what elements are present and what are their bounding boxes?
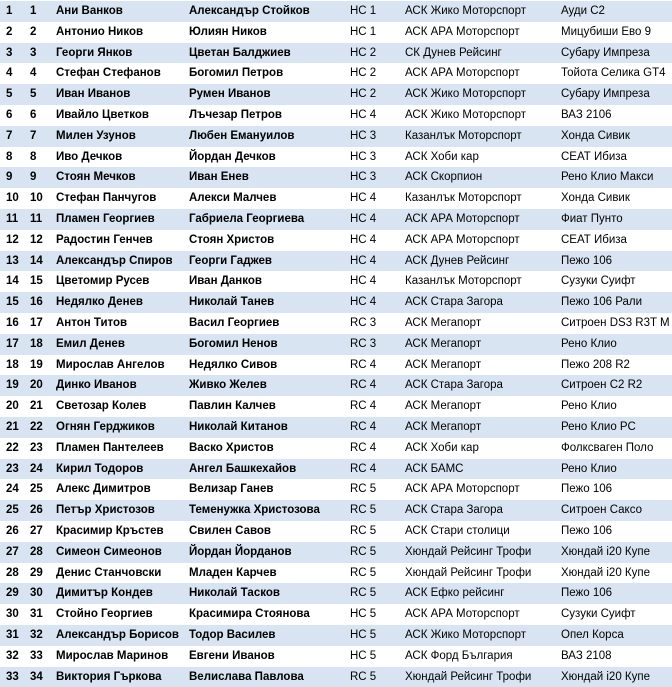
start-number-cell: 18 (30, 334, 50, 355)
driver-cell: Стойно Георгиев (56, 604, 186, 625)
position-cell: 24 (6, 479, 24, 500)
team-cell: АСК Мегапорт (405, 417, 560, 438)
position-cell: 11 (6, 209, 24, 230)
position-cell: 22 (6, 438, 24, 459)
navigator-cell: Иван Енев (189, 167, 349, 188)
class-cell: RC 5 (350, 542, 402, 563)
table-row (0, 22, 672, 43)
start-number-cell: 15 (30, 271, 50, 292)
start-number-cell: 19 (30, 355, 50, 376)
class-cell: НС 4 (350, 271, 402, 292)
navigator-cell: Юлиян Ников (189, 22, 349, 43)
team-cell: СК Дунев Рейсинг (405, 43, 560, 64)
driver-cell: Алекс Димитров (56, 479, 186, 500)
navigator-cell: Младен Карчев (189, 563, 349, 584)
class-cell: RC 4 (350, 438, 402, 459)
class-cell: НС 3 (350, 126, 402, 147)
position-cell: 21 (6, 417, 24, 438)
navigator-cell: Йордан Йорданов (189, 542, 349, 563)
car-cell: Мицубиши Ево 9 (561, 22, 672, 43)
position-cell: 19 (6, 375, 24, 396)
navigator-cell: Васко Христов (189, 438, 349, 459)
car-cell: СЕАТ Ибиза (561, 230, 672, 251)
driver-cell: Цветомир Русев (56, 271, 186, 292)
position-cell: 15 (6, 292, 24, 313)
navigator-cell: Богомил Ненов (189, 334, 349, 355)
start-number-cell: 6 (30, 105, 50, 126)
team-cell: АСК Ефко рейсинг (405, 583, 560, 604)
position-cell: 33 (6, 667, 24, 687)
navigator-cell: Красимира Стоянова (189, 604, 349, 625)
position-cell: 17 (6, 334, 24, 355)
team-cell: АСК АРА Моторспорт (405, 604, 560, 625)
class-cell: RC 4 (350, 459, 402, 480)
driver-cell: Стефан Панчугов (56, 188, 186, 209)
class-cell: НС 5 (350, 625, 402, 646)
car-cell: ВАЗ 2106 (561, 105, 672, 126)
driver-cell: Александър Борисов (56, 625, 186, 646)
driver-cell: Иво Дечков (56, 147, 186, 168)
team-cell: АСК Стари столици (405, 521, 560, 542)
table-row (0, 313, 672, 334)
team-cell: АСК Жико Моторспорт (405, 84, 560, 105)
table-row (0, 188, 672, 209)
driver-cell: Милен Узунов (56, 126, 186, 147)
navigator-cell: Павлин Калчев (189, 396, 349, 417)
car-cell: Рено Клио (561, 459, 672, 480)
table-row (0, 84, 672, 105)
table-row (0, 542, 672, 563)
table-row (0, 438, 672, 459)
driver-cell: Петър Христозов (56, 500, 186, 521)
team-cell: АСК АРА Моторспорт (405, 63, 560, 84)
driver-cell: Иван Иванов (56, 84, 186, 105)
position-cell: 30 (6, 604, 24, 625)
navigator-cell: Александър Стойков (189, 1, 349, 22)
position-cell: 31 (6, 625, 24, 646)
team-cell: АСК АРА Моторспорт (405, 230, 560, 251)
start-number-cell: 29 (30, 563, 50, 584)
class-cell: RC 5 (350, 583, 402, 604)
position-cell: 14 (6, 271, 24, 292)
navigator-cell: Николай Танев (189, 292, 349, 313)
position-cell: 1 (6, 1, 24, 22)
table-row (0, 625, 672, 646)
car-cell: Пежо 208 R2 (561, 355, 672, 376)
class-cell: НС 4 (350, 251, 402, 272)
car-cell: Пежо 106 (561, 583, 672, 604)
table-row (0, 417, 672, 438)
navigator-cell: Лъчезар Петров (189, 105, 349, 126)
table-row (0, 604, 672, 625)
navigator-cell: Евгени Иванов (189, 646, 349, 667)
table-row (0, 396, 672, 417)
class-cell: НС 4 (350, 292, 402, 313)
navigator-cell: Георги Гаджев (189, 251, 349, 272)
car-cell: Сузуки Суифт (561, 604, 672, 625)
driver-cell: Денис Станчовски (56, 563, 186, 584)
team-cell: АСК Мегапорт (405, 313, 560, 334)
car-cell: Субару Импреза (561, 84, 672, 105)
class-cell: RC 5 (350, 500, 402, 521)
start-number-cell: 9 (30, 167, 50, 188)
car-cell: Опел Корса (561, 625, 672, 646)
car-cell: Фиат Пунто (561, 209, 672, 230)
team-cell: АСК Стара Загора (405, 375, 560, 396)
table-row (0, 355, 672, 376)
position-cell: 7 (6, 126, 24, 147)
class-cell: НС 1 (350, 1, 402, 22)
car-cell: Тойота Селика GT4 (561, 63, 672, 84)
start-number-cell: 20 (30, 375, 50, 396)
table-row (0, 251, 672, 272)
team-cell: АСК Хоби кар (405, 147, 560, 168)
class-cell: НС 2 (350, 84, 402, 105)
class-cell: НС 5 (350, 604, 402, 625)
class-cell: НС 4 (350, 105, 402, 126)
table-row (0, 105, 672, 126)
team-cell: АСК Мегапорт (405, 396, 560, 417)
table-row (0, 271, 672, 292)
position-cell: 23 (6, 459, 24, 480)
driver-cell: Пламен Пантелеев (56, 438, 186, 459)
car-cell: Пежо 106 (561, 479, 672, 500)
car-cell: Пежо 106 (561, 251, 672, 272)
car-cell: Ситроен DS3 R3T M (561, 313, 672, 334)
class-cell: НС 2 (350, 63, 402, 84)
navigator-cell: Габриела Георгиева (189, 209, 349, 230)
table-row (0, 459, 672, 480)
class-cell: НС 1 (350, 22, 402, 43)
class-cell: НС 3 (350, 167, 402, 188)
position-cell: 16 (6, 313, 24, 334)
table-row (0, 43, 672, 64)
position-cell: 18 (6, 355, 24, 376)
table-row (0, 209, 672, 230)
start-number-cell: 23 (30, 438, 50, 459)
class-cell: RC 4 (350, 375, 402, 396)
position-cell: 10 (6, 188, 24, 209)
team-cell: АСК АРА Моторспорт (405, 209, 560, 230)
position-cell: 2 (6, 22, 24, 43)
class-cell: RC 5 (350, 563, 402, 584)
navigator-cell: Васил Георгиев (189, 313, 349, 334)
position-cell: 29 (6, 583, 24, 604)
start-number-cell: 33 (30, 646, 50, 667)
position-cell: 6 (6, 105, 24, 126)
navigator-cell: Алекси Малчев (189, 188, 349, 209)
start-number-cell: 34 (30, 667, 50, 687)
class-cell: НС 4 (350, 209, 402, 230)
navigator-cell: Теменужка Христозова (189, 500, 349, 521)
start-number-cell: 4 (30, 63, 50, 84)
table-row (0, 147, 672, 168)
car-cell: Ситроен Саксо (561, 500, 672, 521)
class-cell: RC 4 (350, 396, 402, 417)
navigator-cell: Велислава Павлова (189, 667, 349, 687)
driver-cell: Красимир Кръстев (56, 521, 186, 542)
table-row (0, 583, 672, 604)
car-cell: Ауди С2 (561, 1, 672, 22)
team-cell: Казанлък Моторспорт (405, 271, 560, 292)
start-number-cell: 12 (30, 230, 50, 251)
car-cell: Хонда Сивик (561, 188, 672, 209)
position-cell: 8 (6, 147, 24, 168)
table-row (0, 334, 672, 355)
start-number-cell: 32 (30, 625, 50, 646)
car-cell: Фолксваген Поло (561, 438, 672, 459)
car-cell: Хюндай i20 Купе (561, 542, 672, 563)
driver-cell: Светозар Колев (56, 396, 186, 417)
car-cell: ВАЗ 2108 (561, 646, 672, 667)
navigator-cell: Свилен Савов (189, 521, 349, 542)
car-cell: Рено Клио РС (561, 417, 672, 438)
position-cell: 26 (6, 521, 24, 542)
table-row (0, 500, 672, 521)
driver-cell: Радостин Генчев (56, 230, 186, 251)
table-row (0, 479, 672, 500)
start-number-cell: 22 (30, 417, 50, 438)
entry-list-table (0, 1, 672, 687)
team-cell: Казанлък Моторспорт (405, 188, 560, 209)
start-number-cell: 10 (30, 188, 50, 209)
navigator-cell: Николай Китанов (189, 417, 349, 438)
navigator-cell: Румен Иванов (189, 84, 349, 105)
navigator-cell: Иван Данков (189, 271, 349, 292)
class-cell: НС 3 (350, 147, 402, 168)
position-cell: 4 (6, 63, 24, 84)
table-row (0, 1, 672, 22)
position-cell: 27 (6, 542, 24, 563)
start-number-cell: 28 (30, 542, 50, 563)
class-cell: RC 5 (350, 521, 402, 542)
start-number-cell: 21 (30, 396, 50, 417)
table-row (0, 646, 672, 667)
navigator-cell: Велизар Ганев (189, 479, 349, 500)
car-cell: Сузуки Суифт (561, 271, 672, 292)
driver-cell: Димитър Кондев (56, 583, 186, 604)
driver-cell: Недялко Денев (56, 292, 186, 313)
driver-cell: Виктория Гъркова (56, 667, 186, 687)
table-row (0, 230, 672, 251)
position-cell: 25 (6, 500, 24, 521)
team-cell: АСК Жико Моторспорт (405, 1, 560, 22)
start-number-cell: 11 (30, 209, 50, 230)
table-row (0, 167, 672, 188)
driver-cell: Георги Янков (56, 43, 186, 64)
navigator-cell: Стоян Христов (189, 230, 349, 251)
car-cell: Субару Импреза (561, 43, 672, 64)
car-cell: Рено Клио (561, 334, 672, 355)
team-cell: АСК Стара Загора (405, 292, 560, 313)
team-cell: АСК Мегапорт (405, 334, 560, 355)
driver-cell: Пламен Георгиев (56, 209, 186, 230)
navigator-cell: Тодор Василев (189, 625, 349, 646)
navigator-cell: Любен Емануилов (189, 126, 349, 147)
table-row (0, 563, 672, 584)
car-cell: Хонда Сивик (561, 126, 672, 147)
driver-cell: Ани Ванков (56, 1, 186, 22)
start-number-cell: 8 (30, 147, 50, 168)
position-cell: 5 (6, 84, 24, 105)
position-cell: 32 (6, 646, 24, 667)
car-cell: Рено Клио Макси (561, 167, 672, 188)
driver-cell: Стоян Мечков (56, 167, 186, 188)
start-number-cell: 31 (30, 604, 50, 625)
team-cell: Хюндай Рейсинг Трофи (405, 542, 560, 563)
table-row (0, 126, 672, 147)
start-number-cell: 27 (30, 521, 50, 542)
position-cell: 20 (6, 396, 24, 417)
team-cell: АСК АРА Моторспорт (405, 479, 560, 500)
start-number-cell: 14 (30, 251, 50, 272)
car-cell: Пежо 106 Рали (561, 292, 672, 313)
car-cell: Хюндай i20 Купе (561, 563, 672, 584)
start-number-cell: 7 (30, 126, 50, 147)
position-cell: 9 (6, 167, 24, 188)
driver-cell: Мирослав Маринов (56, 646, 186, 667)
start-number-cell: 25 (30, 479, 50, 500)
navigator-cell: Богомил Петров (189, 63, 349, 84)
team-cell: АСК АРА Моторспорт (405, 22, 560, 43)
driver-cell: Динко Иванов (56, 375, 186, 396)
position-cell: 3 (6, 43, 24, 64)
car-cell: СЕАТ Ибиза (561, 147, 672, 168)
class-cell: RC 4 (350, 355, 402, 376)
table-row (0, 292, 672, 313)
navigator-cell: Живко Желев (189, 375, 349, 396)
navigator-cell: Ангел Башкехайов (189, 459, 349, 480)
driver-cell: Огнян Герджиков (56, 417, 186, 438)
class-cell: RC 3 (350, 334, 402, 355)
start-number-cell: 16 (30, 292, 50, 313)
class-cell: НС 4 (350, 188, 402, 209)
team-cell: АСК Скорпион (405, 167, 560, 188)
class-cell: НС 5 (350, 646, 402, 667)
class-cell: RC 4 (350, 417, 402, 438)
start-number-cell: 24 (30, 459, 50, 480)
start-number-cell: 3 (30, 43, 50, 64)
driver-cell: Кирил Тодоров (56, 459, 186, 480)
class-cell: RC 3 (350, 313, 402, 334)
start-number-cell: 26 (30, 500, 50, 521)
team-cell: АСК Дунев Рейсинг (405, 251, 560, 272)
team-cell: АСК Жико Моторспорт (405, 105, 560, 126)
driver-cell: Александър Спиров (56, 251, 186, 272)
position-cell: 28 (6, 563, 24, 584)
class-cell: НС 4 (350, 230, 402, 251)
car-cell: Пежо 106 (561, 521, 672, 542)
team-cell: Хюндай Рейсинг Трофи (405, 563, 560, 584)
navigator-cell: Недялко Сивов (189, 355, 349, 376)
driver-cell: Антонио Ников (56, 22, 186, 43)
driver-cell: Антон Титов (56, 313, 186, 334)
driver-cell: Емил Денев (56, 334, 186, 355)
driver-cell: Мирослав Ангелов (56, 355, 186, 376)
team-cell: АСК Хоби кар (405, 438, 560, 459)
position-cell: 12 (6, 230, 24, 251)
table-row (0, 375, 672, 396)
car-cell: Хюндай i20 Купе (561, 667, 672, 687)
start-number-cell: 5 (30, 84, 50, 105)
navigator-cell: Николай Тасков (189, 583, 349, 604)
start-number-cell: 17 (30, 313, 50, 334)
team-cell: АСК Мегапорт (405, 355, 560, 376)
team-cell: Казанлък Моторспорт (405, 126, 560, 147)
table-row (0, 521, 672, 542)
class-cell: RC 5 (350, 667, 402, 687)
class-cell: НС 2 (350, 43, 402, 64)
car-cell: Рено Клио (561, 396, 672, 417)
driver-cell: Симеон Симеонов (56, 542, 186, 563)
team-cell: АСК Стара Загора (405, 500, 560, 521)
start-number-cell: 2 (30, 22, 50, 43)
team-cell: Хюндай Рейсинг Трофи (405, 667, 560, 687)
car-cell: Ситроен С2 R2 (561, 375, 672, 396)
start-number-cell: 1 (30, 1, 50, 22)
class-cell: RC 5 (350, 479, 402, 500)
team-cell: АСК Форд България (405, 646, 560, 667)
table-row (0, 667, 672, 687)
driver-cell: Стефан Стефанов (56, 63, 186, 84)
navigator-cell: Йордан Дечков (189, 147, 349, 168)
driver-cell: Ивайло Цветков (56, 105, 186, 126)
position-cell: 13 (6, 251, 24, 272)
navigator-cell: Цветан Балджиев (189, 43, 349, 64)
start-number-cell: 30 (30, 583, 50, 604)
team-cell: АСК БАМС (405, 459, 560, 480)
team-cell: АСК Жико Моторспорт (405, 625, 560, 646)
table-row (0, 63, 672, 84)
